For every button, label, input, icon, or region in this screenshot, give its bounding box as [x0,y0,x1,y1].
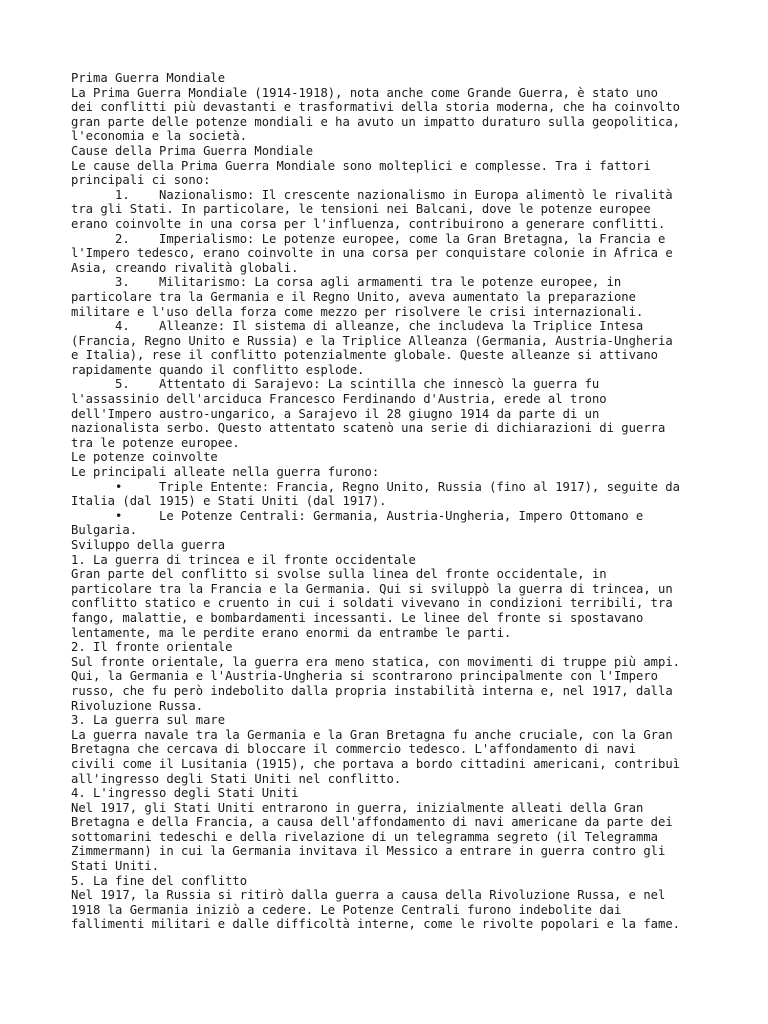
text-line: fango, malattie, e bombardamenti incessanti. Le linee del fronte si spostavano [71,610,644,625]
list-number: 2. [115,231,130,246]
text-line: Qui, la Germania e l'Austria-Ungheria si scontrarono principalmente con l'Impero [71,669,658,684]
text-line: Nazionalismo: Il crescente nazionalismo in Europa alimentò le rivalità [159,187,673,202]
powers-list [71,480,708,538]
text-line: Bretagna che cercava di bloccare il commercio tedesco. L'affondamento di navi [71,742,636,757]
text-line: Sul fronte orientale, la guerra era meno statica, con movimenti di truppe più ampi. [71,654,681,669]
text-line: principali ci sono: [71,173,211,188]
text-line: Rivoluzione Russa. [71,698,204,713]
text-line: lentamente, ma le perdite erano enormi da entrambe le parti. [71,625,512,640]
list-number: 5. [115,377,130,392]
text-line: l'economia e la società. [71,129,248,144]
text-line: civili come il Lusitania (1915), che portava a bordo cittadini americani, contribuì [71,756,681,771]
development-heading: Sviluppo della guerra [71,538,226,552]
text-line: Attentato di Sarajevo: La scintilla che innescò la guerra fu [159,377,600,392]
text-line: all'ingresso degli Stati Uniti nel conflitto. [71,771,402,786]
text-line: Nel 1917, la Russia si ritirò dalla guerra a causa della Rivoluzione Russa, e nel [71,888,666,903]
bullet-icon: • [115,479,123,494]
list-number: 4. [115,319,130,334]
text-line: Le cause della Prima Guerra Mondiale sono molteplici e complesse. Tra i fattori [71,158,651,173]
text-line: russo, che fu però indebolito dalla propria instabilità interna e, nel 1917, dalla [71,683,673,698]
text-line: tra gli Stati. In particolare, le tensioni nei Balcani, dove le potenze europee [71,202,651,217]
section-heading: 3. La guerra sul mare [71,713,226,728]
cause-item-5 [71,377,708,450]
text-line: La Prima Guerra Mondiale (1914-1918), nota anche come Grande Guerra, è stato uno [71,85,658,100]
text-line: Italia (dal 1915) e Stati Uniti (dal 1917). [71,494,387,509]
text-line: Asia, creando rivalità globali. [71,260,299,275]
document-title: Prima Guerra Mondiale [71,71,226,85]
text-line: (Francia, Regno Unito e Russia) e la Triplice Alleanza (Germania, Austria-Ungheria [71,333,673,348]
cause-item-3 [71,275,708,319]
powers-heading: Le potenze coinvolte [71,450,218,465]
text-line: Triple Entente: Francia, Regno Unito, Russia (fino al 1917), seguite da [159,479,680,494]
text-line: Zimmermann) in cui la Germania invitava il Messico a entrare in guerra contro gli [71,844,666,859]
text-line: Militarismo: La corsa agli armamenti tra le potenze europee, in [159,275,622,290]
text-line: militare e l'uso della forza come mezzo per risolvere le crisi internazionali. [71,304,644,319]
text-line: Bulgaria. [71,523,138,538]
text-line: gran parte delle potenze mondiali e ha avuto un impatto duraturo sulla geopolitica, [71,114,681,129]
section-trench-war [71,553,708,641]
section-end-of-war [71,874,708,932]
text-line: 1918 la Germania iniziò a cedere. Le Potenze Centrali furono indebolite dai [71,902,622,917]
list-number: 1. [115,187,130,202]
text-line: l'assassinio dell'arciduca Francesco Ferdinando d'Austria, erede al trono [71,392,607,407]
text-line: particolare tra la Germania e il Regno Unito, aveva aumentato la preparazione [71,289,636,304]
text-line: conflitto statico e cruento in cui i soldati vivevano in condizioni terribili, tra [71,596,673,611]
intro-paragraph [71,86,708,144]
causes-intro [71,159,708,188]
text-line: rapidamente quando il conflitto esplode. [71,362,365,377]
text-line: Stati Uniti. [71,859,160,874]
text-line: Gran parte del conflitto si svolse sulla linea del fronte occidentale, in [71,567,607,582]
causes-list [71,188,708,451]
power-item-2 [71,509,708,538]
text-line: particolare tra la Francia e la Germania. Qui si sviluppò la guerra di trincea, un [71,581,673,596]
text-line: La guerra navale tra la Germania e la Gran Bretagna fu anche cruciale, con la Gran [71,727,673,742]
causes-heading: Cause della Prima Guerra Mondiale [71,143,314,158]
list-number: 3. [115,275,130,290]
section-heading: 4. L'ingresso degli Stati Uniti [71,786,299,801]
cause-item-4 [71,319,708,377]
text-line: Alleanze: Il sistema di alleanze, che includeva la Triplice Intesa [159,319,644,334]
text-line: l'Impero tedesco, erano coinvolte in una corsa per conquistare colonie in Africa e [71,246,673,261]
text-line: e Italia), rese il conflitto potenzialmente globale. Queste alleanze si attivano [71,348,658,363]
text-line: dell'Impero austro-ungarico, a Sarajevo il 28 giugno 1914 da parte di un [71,406,600,421]
text-line: Bretagna e della Francia, a causa dell'affondamento di navi americane da parte dei [71,815,673,830]
section-heading: 1. La guerra di trincea e il fronte occidentale [71,552,416,567]
section-heading: 2. Il fronte orientale [71,640,233,655]
text-line: erano coinvolte in una corsa per l'influenza, contribuirono a generare conflitti. [71,216,666,231]
text-line: tra le potenze europee. [71,435,240,450]
text-line: sottomarini tedeschi e della rivelazione di un telegramma segreto (il Telegramma [71,829,658,844]
cause-item-2 [71,232,708,276]
text-line: nazionalista serbo. Questo attentato scatenò una serie di dichiarazioni di guerra [71,421,666,436]
text-line: fallimenti militari e dalle difficoltà interne, come le rivolte popolari e la fame. [71,917,681,932]
section-us-entry [71,786,708,874]
bullet-icon: • [115,508,123,523]
power-item-1 [71,480,708,509]
section-heading: 5. La fine del conflitto [71,873,248,888]
section-eastern-front [71,640,708,713]
text-line: Imperialismo: Le potenze europee, come la Gran Bretagna, la Francia e [159,231,666,246]
powers-intro: Le principali alleate nella guerra furono: [71,465,380,480]
text-line: Le Potenze Centrali: Germania, Austria-Ungheria, Impero Ottomano e [159,508,644,523]
cause-item-1 [71,188,708,232]
section-naval-war [71,713,708,786]
text-line: Nel 1917, gli Stati Uniti entrarono in guerra, inizialmente alleati della Gran [71,800,644,815]
text-line: dei conflitti più devastanti e trasformativi della storia moderna, che ha coinvolto [71,100,681,115]
